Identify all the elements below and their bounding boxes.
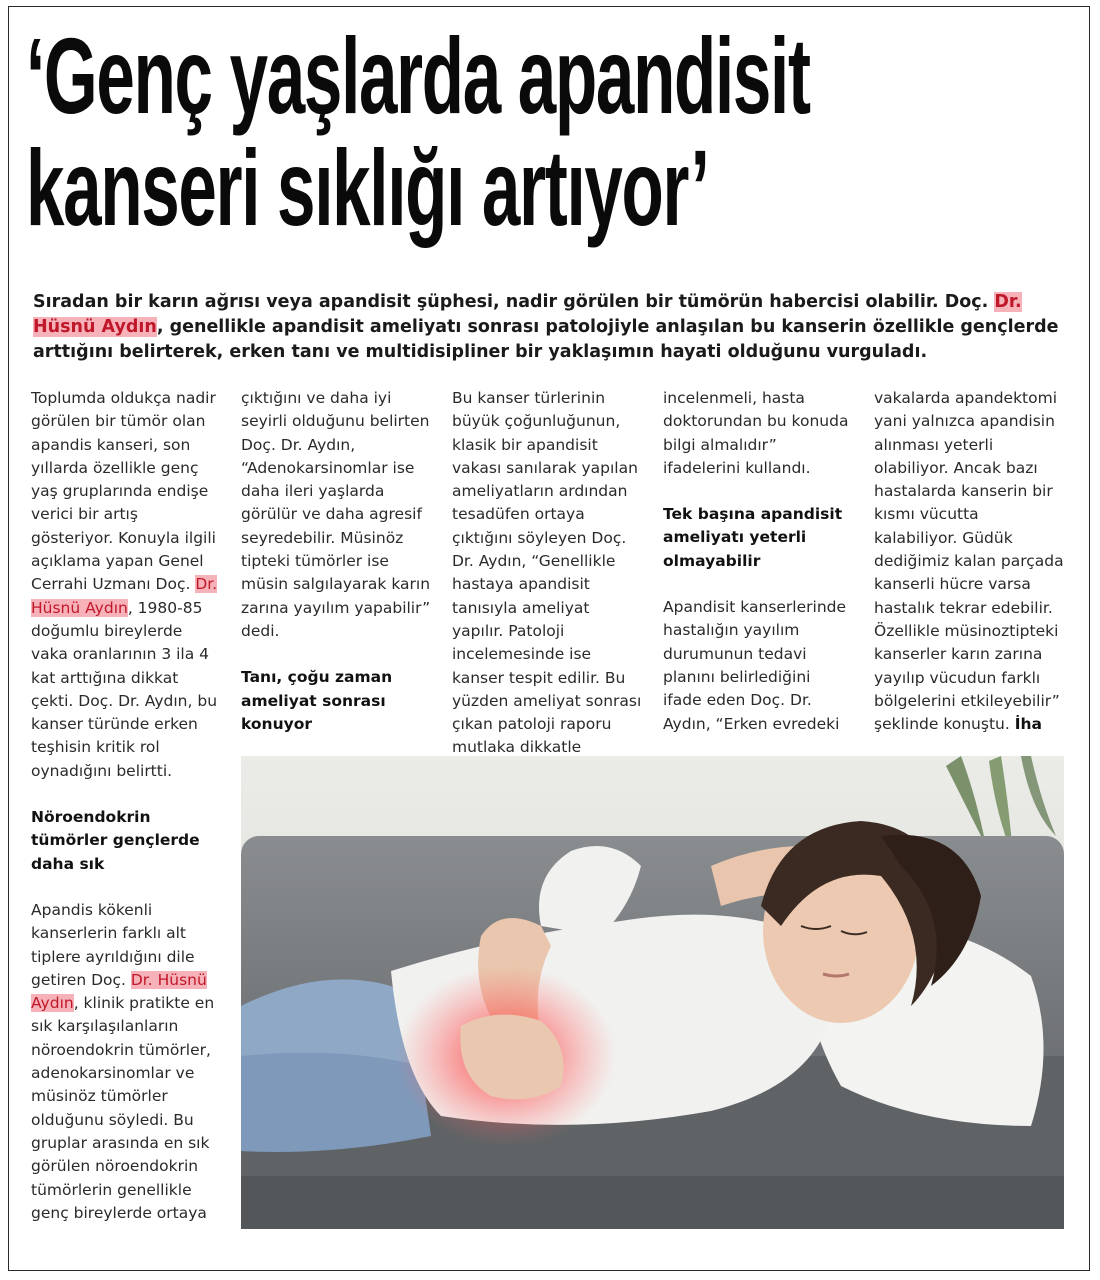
col1-subheading: Nöroendokrin tümörler gençlerde daha sık <box>31 808 200 873</box>
col5-paragraph-1 <box>874 387 1064 736</box>
article-photo <box>241 756 1064 1229</box>
col1-text: , klinik pratikte en sık karşılaşılanların nöroendokrin tümörler, adenokarsinomlar ve müsinöz tümörler olduğunu söyledi. Bu gruplar arasında en sık görülen nöroendokrin tümörlerin genellikle genç bireylerde ortaya <box>31 994 215 1222</box>
col4-subheading: Tek başına apandisit ameliyatı yeterli olmayabilir <box>663 505 843 570</box>
headline-line-1: ‘Genç yaşlarda apandisit <box>26 15 810 136</box>
headline-line-2: kanseri sıklığı artıyor’ <box>26 127 709 248</box>
col4-paragraph-1: incelenmeli, hasta doktorundan bu konuda bilgi almalıdır” ifadelerini kullandı. <box>663 389 849 477</box>
col2-paragraph-1: çıktığını ve daha iyi seyirli olduğunu belirten Doç. Dr. Aydın, “Adenokarsinomlar ise daha ileri yaşlarda görülür ve daha agresif seyredebilir. Müsinöz tipteki tümörler ise müsin salgılayarak karın zarına yayılım yapabilir” dedi. <box>241 389 431 640</box>
col5-text: vakalarda apandektomi yani yalnızca apandisin alınması yeterli olabiliyor. Ancak bazı hastalarda kanserin bir kısmı vücutta kalabiliyor. Güdük dediğimiz kalan parçada kanserli hücre varsa hastalık tekrar edebilir. Özellikle müsinoztipteki kanserler karın zarına yayılıp vücudun farklı bölgelerini etkileyebilir” şeklinde konuştu. <box>874 389 1064 734</box>
headline <box>26 15 810 248</box>
column-4 <box>663 387 853 736</box>
column-5 <box>874 387 1064 736</box>
col1-text: Toplumda oldukça nadir görülen bir tümör olan apandis kanseri, son yıllarda özellikle genç yaş gruplarında endişe verici bir artış gösteriyor. Konuyla ilgili açıklama yapan Genel Cerrahi Uzmanı Doç. <box>31 389 216 594</box>
col1-paragraph-1 <box>31 387 221 783</box>
lead-text-1: Sıradan bir karın ağrısı veya apandisit şüphesi, nadir görülen bir tümörün habercisi olabilir. Doç. <box>33 292 989 312</box>
doctor-name-highlight: Dr. Hüsnü Aydın <box>31 970 207 1013</box>
col1-paragraph-2 <box>31 899 221 1225</box>
news-agency-credit: İha <box>1014 715 1042 734</box>
col1-text: Apandis kökenli kanserlerin farklı alt tiplere ayrıldığını dile getiren Doç. <box>31 900 195 989</box>
col2-subheading: Tanı, çoğu zaman ameliyat sonrası konuyor <box>241 668 393 733</box>
woman-abdominal-pain-illustration <box>241 756 1064 1229</box>
lead-paragraph <box>33 290 1063 365</box>
doctor-name-highlight: Dr. Hüsnü Aydın <box>31 575 218 617</box>
col3-paragraph-1: Bu kanser türlerinin büyük çoğunluğunun, klasik bir apandisit vakası sanılarak yapılan ameliyatların ardından tesadüfen ortaya çıktığını söyleyen Doç. Dr. Aydın, “Genellikle hastaya apandisit tanısıyla ameliyat yapılır. Patoloji incelemesinde ise kanser tespit edilir. Bu yüzden ameliyat sonrası çıkan patoloji raporu mutlaka dikkatle <box>452 389 642 757</box>
col4-paragraph-2: Apandisit kanserlerinde hastalığın yayılım durumunun tedavi planını belirlediğini ifade eden Doç. Dr. Aydın, “Erken evredeki <box>663 598 847 733</box>
lead-text-2: , genellikle apandisit ameliyatı sonrası patolojiyle anlaşılan bu kanserin özellikle gençlerde arttığını belirterek, erken tanı ve multidisipliner bir yaklaşımın hayati olduğunu vurguladı. <box>33 317 1059 362</box>
column-1 <box>31 387 221 1225</box>
column-2 <box>241 387 436 759</box>
column-3 <box>452 387 642 760</box>
doctor-name-highlight: Dr. Hüsnü Aydın <box>33 292 1022 337</box>
col1-text: , 1980-85 doğumlu bireylerde vaka oranlarının 3 ila 4 kat arttığına dikkat çekti. Doç. Dr. Aydın, bu kanser türünde erken teşhisin kritik rol oynadığını belirtti. <box>31 598 218 780</box>
